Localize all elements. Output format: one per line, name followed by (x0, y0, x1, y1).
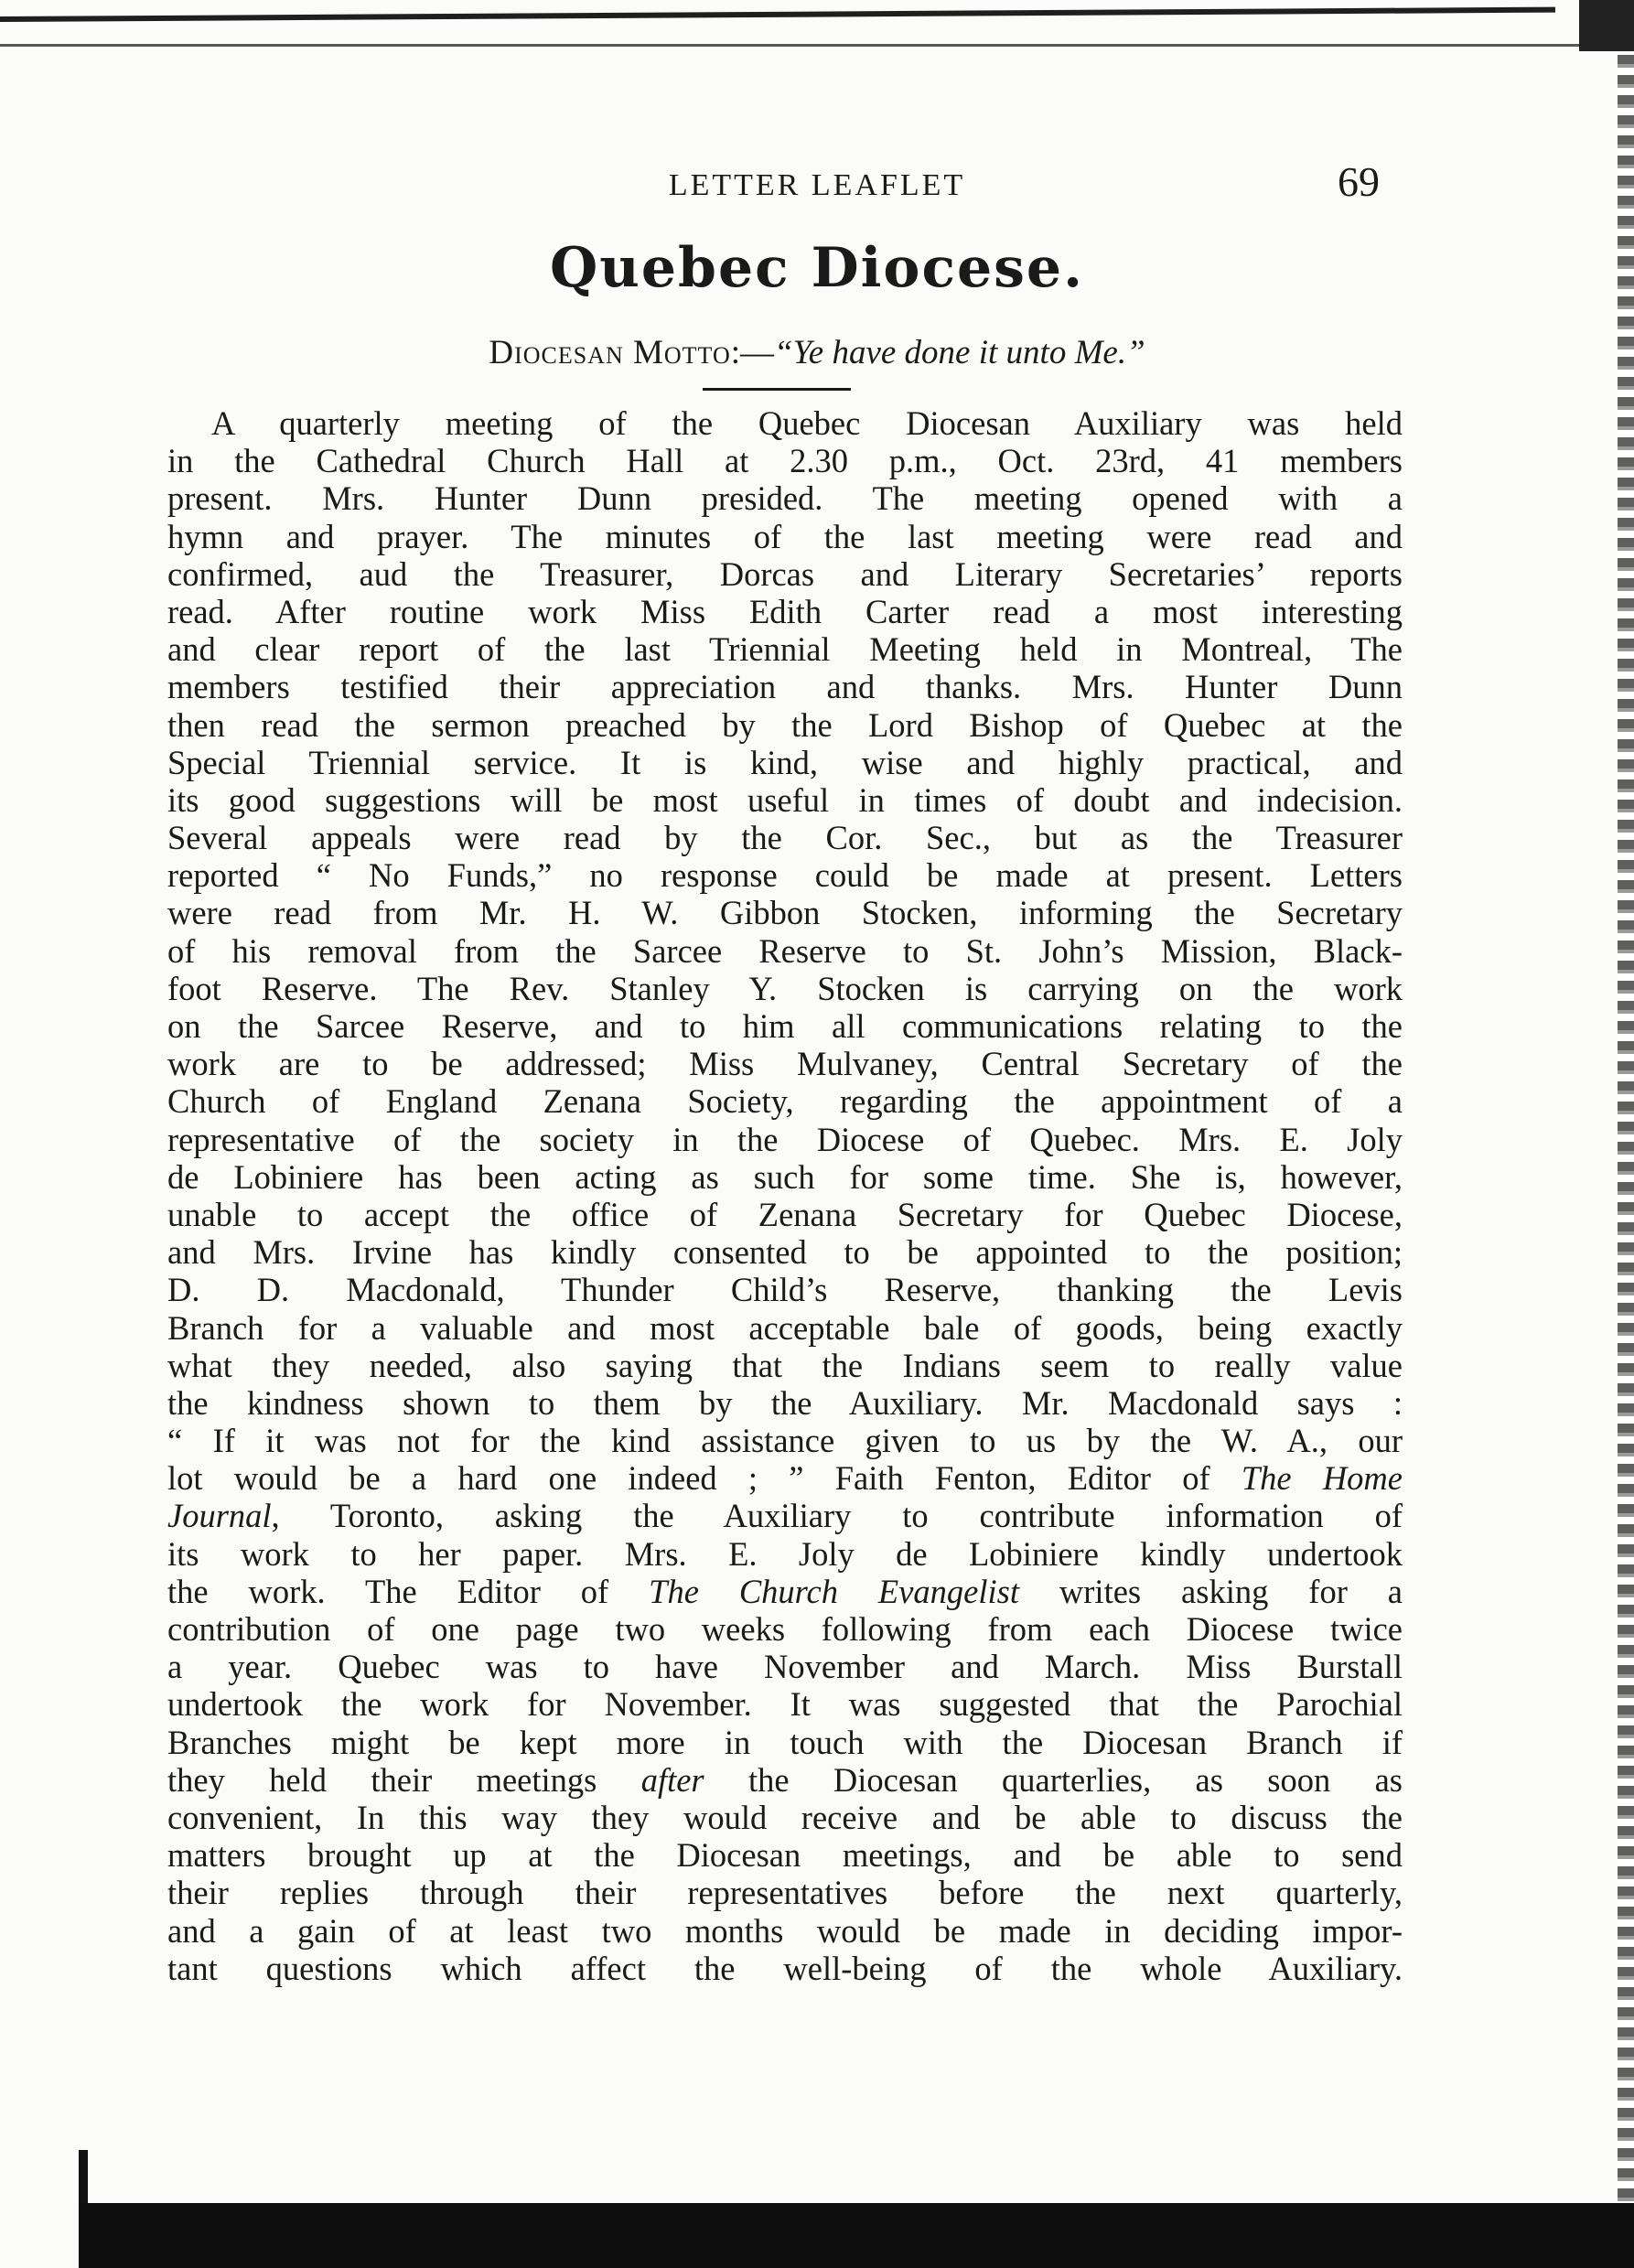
text-line (167, 1082, 1403, 1120)
line-text: A quarterly meeting of the Quebec Diocesan Auxiliary was held (211, 404, 1403, 442)
line-text: and clear report of the last Triennial Meeting held in Montreal, The (167, 630, 1403, 669)
text-line (167, 1158, 1403, 1196)
line-text: matters brought up at the Diocesan meetings, and be able to send (167, 1836, 1403, 1875)
line-text: “ If it was not for the kind assistance given to us by the W. A., our (167, 1422, 1403, 1460)
text-line (167, 1535, 1403, 1573)
bottom-scan-rule (79, 2203, 1634, 2268)
italic-title: Journal (167, 1497, 272, 1535)
text-line (167, 894, 1403, 931)
line-text: and Mrs. Irvine has kindly consented to be appointed to the position; (167, 1233, 1403, 1272)
line-text: hymn and prayer. The minutes of the last meeting were read and (167, 517, 1403, 555)
line-text: representative of the society in the Diocese of Quebec. Mrs. E. Joly (167, 1120, 1403, 1158)
line-text: read. After routine work Miss Edith Carter read a most interesting (167, 592, 1403, 630)
line-text: confirmed, aud the Treasurer, Dorcas and Literary Secretaries’ reports (167, 554, 1403, 593)
line-text: their replies through their representatives before the next quarterly, (167, 1874, 1403, 1912)
line-text: the Diocesan quarterlies, as soon as (704, 1760, 1403, 1799)
line-text: undertook the work for November. It was suggested that the Parochial (167, 1685, 1403, 1724)
right-scan-edge (1618, 55, 1634, 2214)
line-text: its work to her paper. Mrs. E. Joly de Lobiniere kindly undertook (167, 1534, 1403, 1573)
text-line (167, 1724, 1403, 1761)
text-line (167, 1347, 1403, 1384)
line-text: what they needed, also saying that the Indians seem to really value (167, 1346, 1403, 1384)
line-text: a year. Quebec was to have November and March. Miss Burstall (167, 1648, 1403, 1686)
line-text: writes asking for a (1018, 1572, 1403, 1610)
text-line (167, 781, 1403, 819)
text-line (167, 706, 1403, 744)
top-scan-rule (0, 7, 1555, 22)
text-line (167, 555, 1403, 593)
line-text: were read from Mr. H. W. Gibbon Stocken, informing the Secretary (167, 894, 1403, 932)
section-title: Quebec Diocese. (549, 236, 1084, 300)
line-text: convenient, In this way they would receive and be able to discuss the (167, 1798, 1403, 1836)
text-line (167, 1836, 1403, 1874)
line-text: members testified their appreciation and thanks. Mrs. Hunter Dunn (167, 668, 1403, 706)
text-line (167, 744, 1403, 781)
text-line (167, 1799, 1403, 1836)
text-line (167, 518, 1403, 555)
text-line (167, 630, 1403, 668)
text-line (167, 1912, 1403, 1950)
line-text: then read the sermon preached by the Lord Bishop of Quebec at the (167, 705, 1403, 744)
text-line (167, 668, 1403, 705)
line-text: Church of England Zenana Society, regarding the appointment of a (167, 1082, 1403, 1121)
line-text: D. D. Macdonald, Thunder Child’s Reserve, thanking the Levis (167, 1271, 1403, 1309)
italic-title: after (640, 1760, 704, 1799)
line-text: lot would be a hard one indeed ; ” Faith Fenton, Editor of (167, 1459, 1242, 1498)
line-text: present. Mrs. Hunter Dunn presided. The meeting opened with a (167, 479, 1403, 518)
body-paragraph (167, 404, 1403, 1987)
line-text: unable to accept the office of Zenana Secretary for Quebec Diocese, (167, 1195, 1403, 1233)
text-line (167, 1196, 1403, 1233)
line-text: and a gain of at least two months would be made in deciding impor- (167, 1911, 1403, 1950)
line-text: its good suggestions will be most useful in times of doubt and indecision. (167, 780, 1403, 819)
line-text: the kindness shown to them by the Auxiliary. Mr. Macdonald says : (167, 1383, 1403, 1422)
text-line (167, 1497, 1403, 1534)
line-text: Several appeals were read by the Cor. Sec., but as the Treasurer (167, 819, 1403, 857)
text-line (167, 1121, 1403, 1158)
text-line (167, 1422, 1403, 1459)
line-text: contribution of one page two weeks following from each Diocese twice (167, 1610, 1403, 1648)
italic-title: The Church Evangelist (649, 1572, 1019, 1610)
text-line (167, 1874, 1403, 1911)
text-line (167, 1233, 1403, 1271)
line-text: , Toronto, asking the Auxiliary to contribute information of (271, 1497, 1403, 1535)
page-number: 69 (1338, 158, 1380, 205)
text-line (167, 593, 1403, 630)
motto-separator: :— (730, 334, 775, 371)
running-head: LETTER LEAFLET (668, 168, 966, 202)
top-scan-rule-secondary (0, 44, 1634, 47)
text-line (167, 819, 1403, 856)
text-line (167, 1610, 1403, 1648)
line-text: work are to be addressed; Miss Mulvaney, Central Secretary of the (167, 1045, 1403, 1083)
text-line (167, 1309, 1403, 1347)
line-text: in the Cathedral Church Hall at 2.30 p.m., Oct. 23rd, 41 members (167, 442, 1403, 480)
text-line (167, 1648, 1403, 1685)
text-line (167, 479, 1403, 517)
title-divider (703, 388, 851, 391)
text-line (167, 1459, 1403, 1497)
text-line (167, 1685, 1403, 1723)
text-line (167, 856, 1403, 894)
line-text: reported “ No Funds,” no response could be made at present. Letters (167, 856, 1403, 895)
line-text: the work. The Editor of (167, 1572, 650, 1610)
line-text: they held their meetings (167, 1760, 641, 1799)
line-text: tant questions which affect the well-being of the whole Auxiliary. (167, 1949, 1403, 1987)
text-line (167, 970, 1403, 1007)
line-text: of his removal from the Sarcee Reserve to St. John’s Mission, Black- (167, 931, 1403, 970)
line-text: on the Sarcee Reserve, and to him all communications relating to the (167, 1007, 1403, 1045)
text-line (167, 1761, 1403, 1799)
line-text: foot Reserve. The Rev. Stanley Y. Stocken is carrying on the work (167, 969, 1403, 1007)
text-line (167, 1573, 1403, 1610)
text-line (167, 1384, 1403, 1422)
motto-label: Diocesan Motto (489, 334, 731, 371)
motto-text: “Ye have done it unto Me.” (774, 334, 1145, 371)
text-line (167, 1950, 1403, 1987)
text-line (167, 1045, 1403, 1082)
line-text: de Lobiniere has been acting as such for some time. She is, however, (167, 1157, 1403, 1196)
text-line (167, 1007, 1403, 1045)
italic-title: The Home (1241, 1459, 1403, 1498)
line-text: Branches might be kept more in touch with the Diocesan Branch if (167, 1723, 1403, 1761)
text-line (167, 404, 1403, 442)
diocesan-motto (0, 333, 1634, 372)
line-text: Special Triennial service. It is kind, wise and highly practical, and (167, 743, 1403, 781)
text-line (167, 932, 1403, 970)
line-text: Branch for a valuable and most acceptable bale of goods, being exactly (167, 1308, 1403, 1347)
text-line (167, 1271, 1403, 1308)
scan-corner-mark (1579, 0, 1634, 51)
text-line (167, 442, 1403, 479)
